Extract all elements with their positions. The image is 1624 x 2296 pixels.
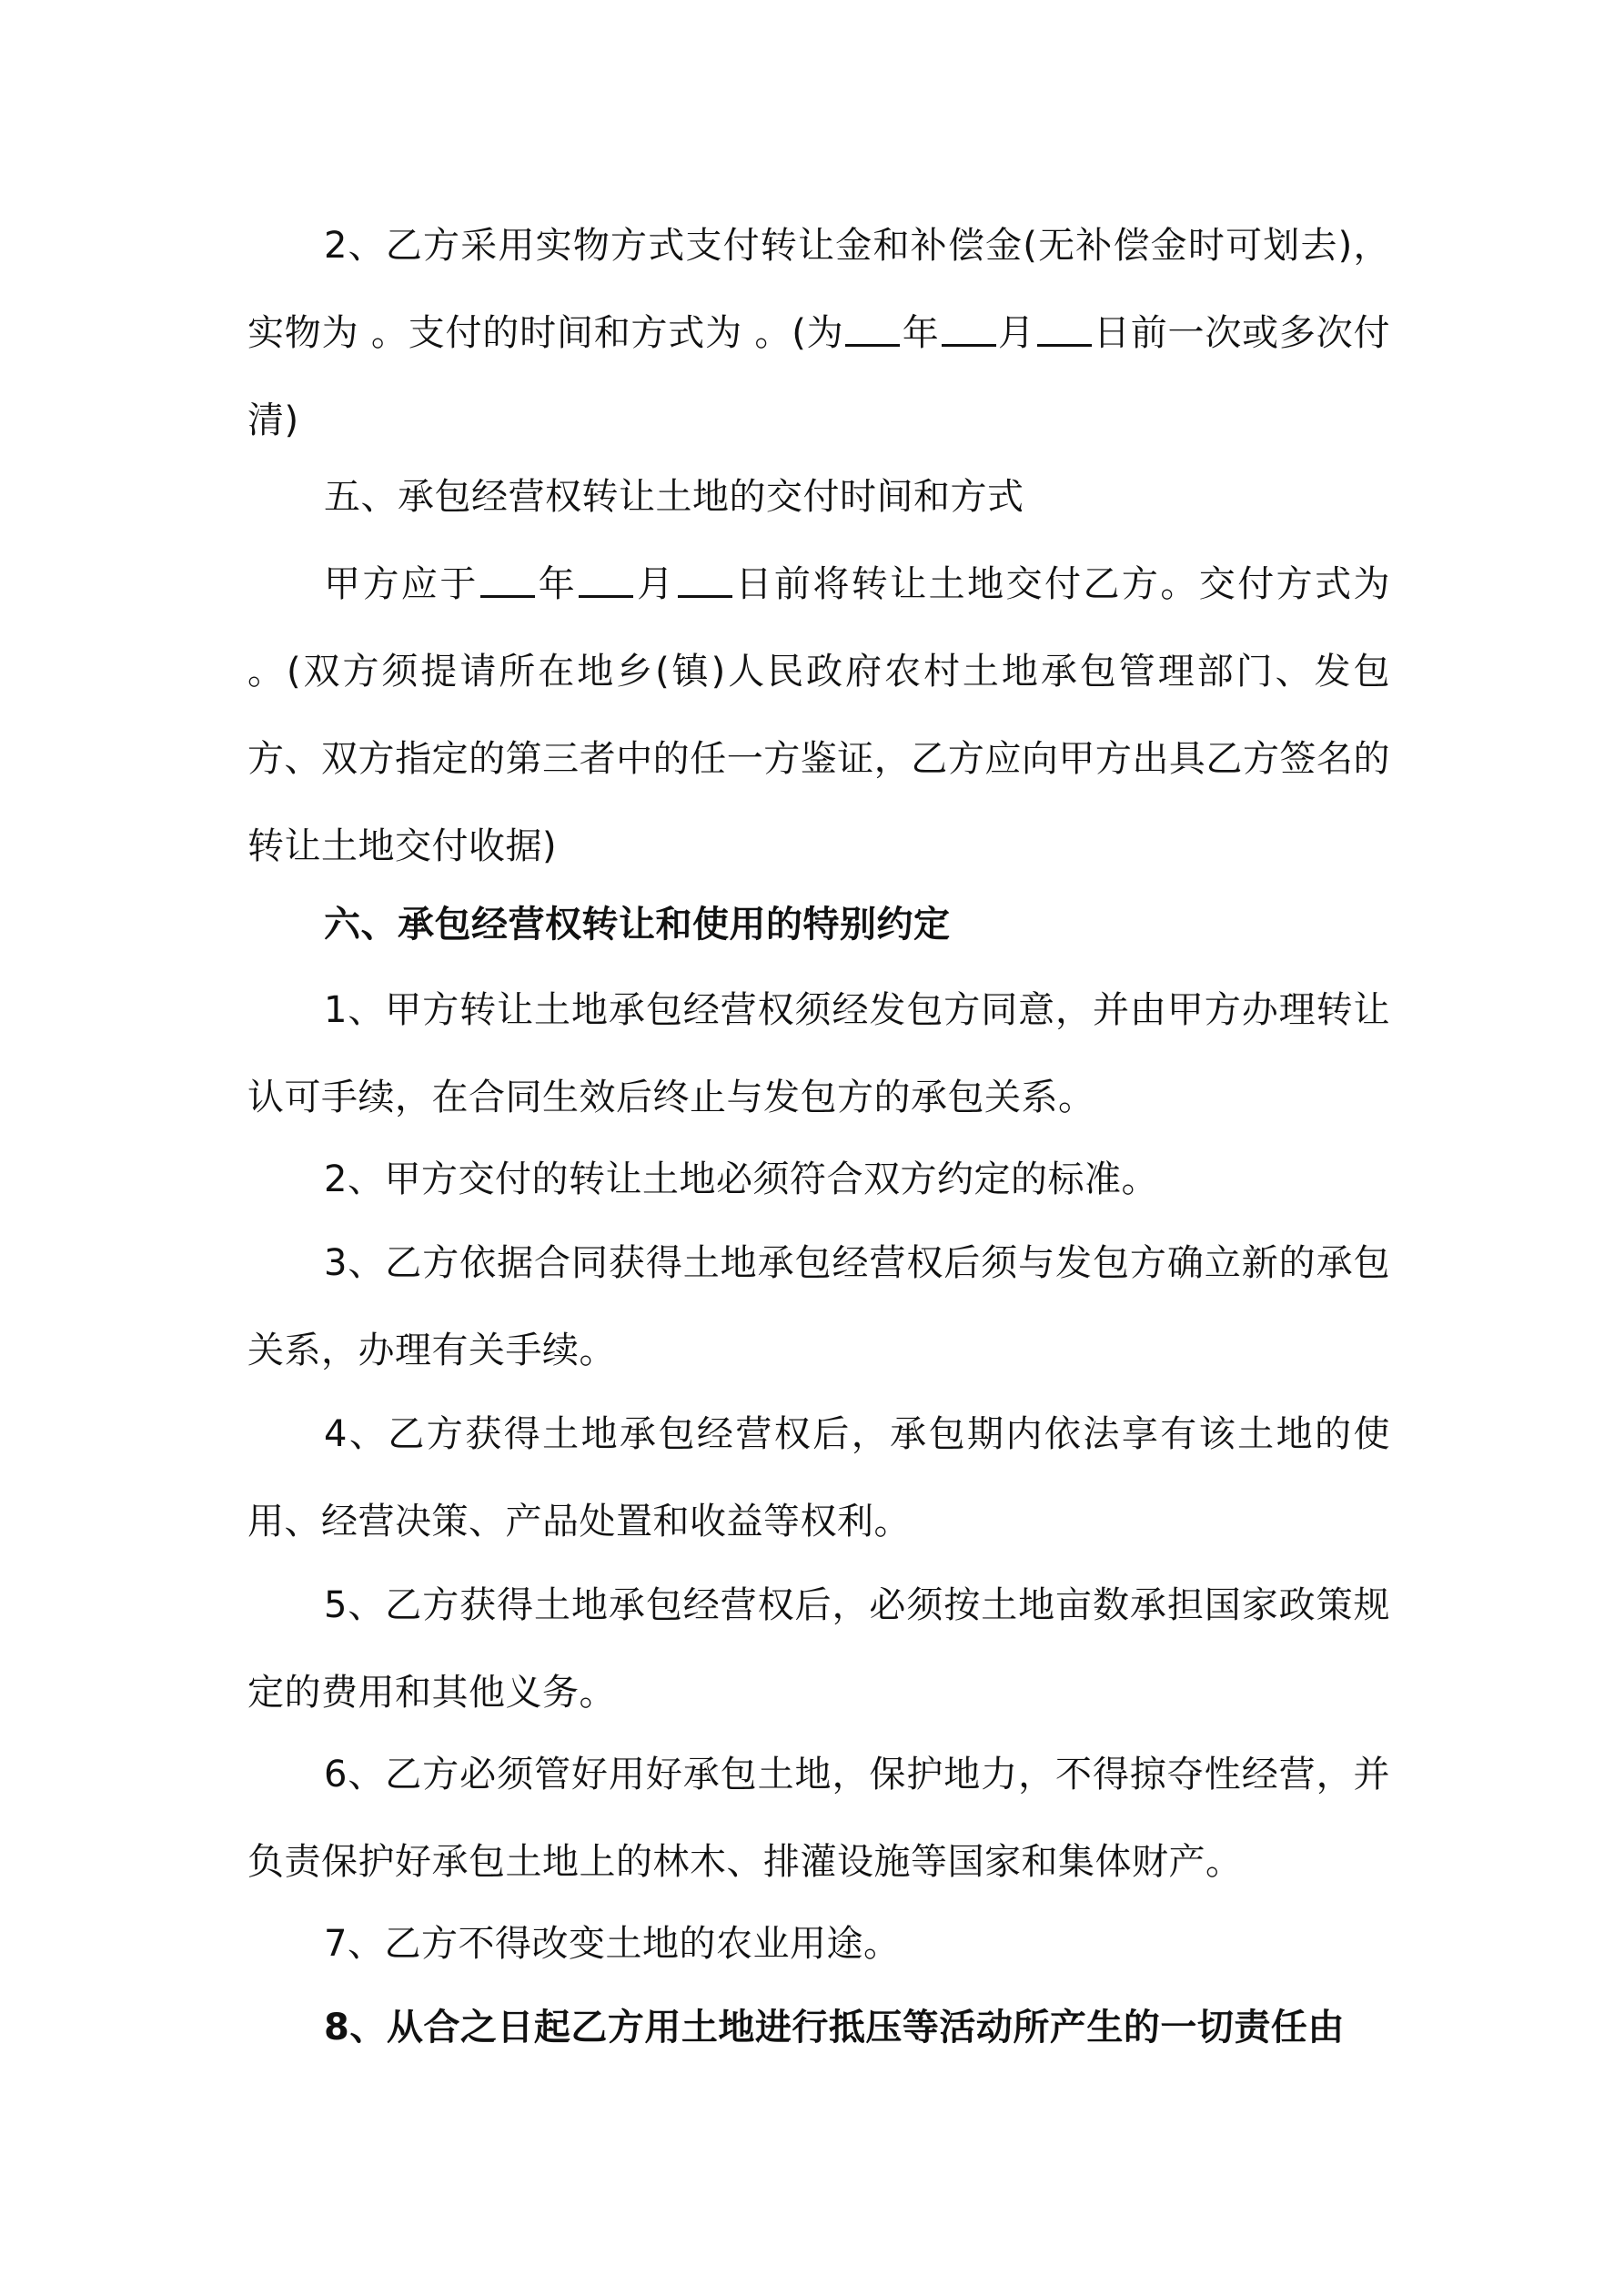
blank-line (1037, 311, 1092, 347)
clause-7: 7、乙方不得改变土地的农业用途。 (324, 1923, 901, 1965)
clause-3: 3、乙方依据合同获得土地承包经营权后须与发包方确立新的承包关系，办理有关手续。 (247, 1242, 1390, 1371)
blank-line (678, 562, 732, 598)
paragraph-text: 年 (536, 563, 578, 605)
paragraph-text: 年 (902, 312, 940, 354)
paragraph-text: 月 (997, 312, 1035, 354)
paragraph-text: 月 (635, 563, 676, 605)
blank-line (942, 311, 996, 347)
paragraph-text: 日前将转让土地交付乙方。交付方式为 。(双方须提请所在地乡(镇)人民政府农村土地承包管理部门、发包方、双方指定的第三者中的任一方鉴证，乙方应向甲方出具乙方签名的转让土地交付收据) (247, 563, 1391, 867)
blank-line (845, 311, 900, 347)
clause-5: 5、乙方获得土地承包经营权后，必须按土地亩数承担国家政策规定的费用和其他义务。 (247, 1584, 1390, 1714)
clause-1: 1、甲方转让土地承包经营权须经发包方同意，并由甲方办理转让认可手续，在合同生效后终止与发包方的承包关系。 (247, 989, 1390, 1118)
blank-line (579, 562, 633, 598)
paragraph-text: 日前一次或多次付清) (247, 312, 1391, 441)
clause-4: 4、乙方获得土地承包经营权后，承包期内依法享有该土地的使用、经营决策、产品处置和收益等权利。 (247, 1413, 1390, 1542)
blank-line (480, 562, 535, 598)
paragraph-payment-in-kind (247, 202, 1390, 464)
section-heading-6: 六、承包经营权转让和使用的特别约定 (324, 904, 951, 946)
clause-8: 8、从合之日起乙方用土地进行抵压等活动所产生的一切责任由 (324, 2007, 1345, 2048)
paragraph-text: 2、乙方采用实物方式支付转让金和补偿金(无补偿金时可划去)，实物为 。支付的时间和方式为 。(为 (247, 225, 1390, 354)
section-heading-5: 五、承包经营权转让土地的交付时间和方式 (324, 476, 1024, 518)
paragraph-delivery-time (247, 541, 1390, 890)
paragraph-text: 甲方应于 (324, 563, 479, 605)
clause-6: 6、乙方必须管好用好承包土地，保护地力，不得掠夺性经营，并负责保护好承包土地上的林木、排灌设施等国家和集体财产。 (247, 1754, 1390, 1883)
clause-2: 2、甲方交付的转让土地必须符合双方约定的标准。 (324, 1158, 1158, 1200)
